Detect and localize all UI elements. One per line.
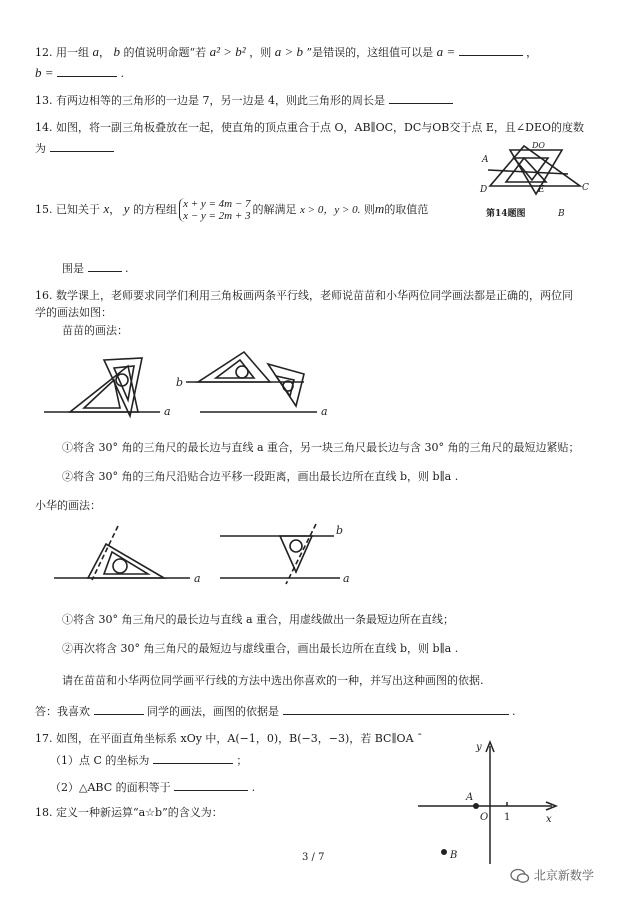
q17-number: 17.: [35, 732, 53, 745]
q13-answer-blank[interactable]: [389, 92, 453, 104]
q17-point-a: A: [466, 792, 474, 803]
q16-miaomiao-title: 苗苗的画法：: [62, 324, 128, 337]
q16-answer-a: 答：我喜欢: [35, 705, 90, 718]
q12-text-a: 用一组: [56, 46, 89, 59]
q17-axis-x: x: [546, 814, 552, 825]
page-number: 3 / 7: [302, 852, 325, 863]
q12-answer-a-label: a =: [436, 44, 456, 59]
q16-text-1: 数学课上，老师要求同学们利用三角板画两条平行线，老师说苗苗和小华两位同学画法都是正确的，两位同: [56, 289, 573, 302]
q16-xh-step2: ②再次将含 30° 角三角尺的最短边与虚线重合，画出最长边所在直线 b，则 b∥a .: [62, 642, 459, 655]
mm-label-a2: a: [321, 405, 328, 418]
q17-line1: [35, 732, 423, 746]
q18-line: [35, 806, 223, 820]
q15-text-a: 已知关于: [56, 203, 100, 216]
q12-text-b: 的值说明命题“若: [123, 46, 207, 59]
q15-end: .: [125, 262, 129, 275]
q16-basis-blank[interactable]: [283, 703, 509, 715]
q15-var-m: m: [374, 201, 385, 216]
q12-var-a: a: [92, 44, 99, 59]
q14-label-top: DO: [532, 141, 545, 150]
q17-sub2: [50, 779, 255, 795]
q14-label-c: C: [582, 183, 589, 193]
q12-text-d: ”是错误的，这组值可以是: [306, 46, 434, 59]
q14-line1: [35, 121, 584, 135]
mm-label-b: b: [176, 376, 184, 389]
q16-name-blank[interactable]: [94, 703, 144, 715]
q12-text-c: ，则: [249, 46, 272, 59]
q12-var-b: b: [113, 44, 120, 59]
q17-sub1-end: ；: [236, 754, 248, 767]
q16-xiaohua-title: 小华的画法：: [35, 499, 101, 512]
q14-label-a: A: [482, 155, 489, 165]
xh-label-a2: a: [343, 572, 350, 585]
q17-text: 如图，在平面直角坐标系 xOy 中，A(−1，0)，B(−3，−3)，若 BC∥OA: [56, 732, 414, 745]
q16-answer-end: .: [512, 705, 516, 718]
q13-number: 13.: [35, 94, 53, 107]
watermark-text: 北京新数学: [533, 868, 594, 883]
q15-eq2: x − y = 2m + 3: [183, 210, 251, 222]
q12-number: 12.: [35, 46, 53, 59]
q15-eq1: x + y = 4m − 7: [183, 198, 251, 210]
q15-var-x: x: [103, 201, 110, 216]
q14-caption: 第14题图: [486, 209, 526, 219]
q15-text-c: 的解满足: [252, 203, 297, 216]
q17-sub2-text: （2）△ABC 的面积等于: [50, 781, 171, 794]
miaomiao-figure: [42, 346, 342, 422]
q12-answer-b-blank[interactable]: [57, 65, 117, 77]
q14-label-b: B: [558, 209, 565, 219]
q17-area-blank[interactable]: [174, 779, 248, 791]
watermark: [510, 868, 594, 884]
q15-text-f: 围是: [62, 262, 84, 275]
q16-text-2: 学的画法如图：: [35, 306, 112, 319]
q15-line2: [62, 260, 129, 276]
q16-number: 16.: [35, 289, 53, 302]
q16-mm-step2: ②将含 30° 角的三角尺沿贴合边平移一段距离，画出最长边所在直线 b，则 b∥a .: [62, 470, 459, 483]
q14-text2: 为: [35, 142, 46, 155]
q14-answer-blank[interactable]: [50, 140, 114, 152]
q17-sub2-end: .: [251, 781, 256, 794]
q14-number: 14.: [35, 121, 53, 134]
q16-answer-line: [35, 703, 516, 719]
q12-condition: a² > b²: [209, 44, 246, 59]
q17-point-b: B: [450, 850, 458, 861]
q18-number: 18.: [35, 806, 53, 819]
q15-number: 15.: [35, 203, 53, 216]
q14-label-e: E: [538, 185, 545, 195]
q16-line1: [35, 289, 573, 303]
q12-answer-b-label: b =: [35, 65, 54, 80]
xh-label-b: b: [336, 524, 344, 537]
q17-tick-one: 1: [504, 812, 511, 823]
q14-label-d: D: [480, 185, 488, 195]
q17-tail: ¯: [417, 732, 423, 745]
q15-sep: ，: [109, 203, 121, 216]
q16-mm-step1: ①将含 30° 角的三角尺的最长边与直线 a 重合，另一块三角尺最长边与含 30° 角的三角尺的最短边紧贴；: [62, 441, 580, 454]
wechat-icon: [510, 868, 530, 884]
q15-condition: x > 0，y > 0.: [300, 204, 361, 216]
q17-sub1: [50, 752, 247, 768]
q17-sub1-text: （1）点 C 的坐标为: [50, 754, 150, 767]
q17-axis-y: y: [476, 742, 482, 753]
q14-line2: [35, 140, 114, 156]
q17-coordinate-figure: [414, 738, 558, 868]
q15-text-b: 的方程组: [133, 203, 178, 216]
q13-text: 有两边相等的三角形的一边是 7，另一边是 4，则此三角形的周长是: [56, 94, 385, 107]
q15-var-y: y: [123, 201, 130, 216]
q15-answer-blank[interactable]: [88, 260, 122, 272]
q18-text: 定义一种新运算“a☆b”的含义为：: [56, 806, 223, 819]
q16-xh-step1: ①将含 30° 角三角尺的最长边与直线 a 重合，用虚线做出一条最短边所在直线；: [62, 613, 455, 626]
q12-comma-2: ，: [526, 46, 538, 59]
q16-answer-b: 同学的画法，画图的依据是: [147, 705, 279, 718]
q15-equation-system: [179, 198, 250, 222]
q12-answer-a-blank[interactable]: [459, 44, 523, 56]
q12-comma: ，: [99, 46, 110, 59]
q14-text: 如图，将一副三角板叠放在一起，使直角的顶点重合于点 O，AB∥OC，DC与OB交于点 E，且∠DEO的度数: [56, 121, 585, 134]
xiaohua-figure: [52, 520, 352, 588]
q15-text-d: 则: [363, 203, 375, 216]
q17-origin: O: [480, 812, 489, 823]
q12-end: .: [120, 67, 125, 80]
q17-c-blank[interactable]: [153, 752, 233, 764]
xh-label-a1: a: [194, 572, 201, 585]
q12-line1: [35, 44, 537, 60]
q16-request: 请在苗苗和小华两位同学画平行线的方法中选出你喜欢的一种，并写出这种画图的依据.: [62, 674, 484, 687]
q14-figure: [476, 141, 589, 220]
q15-text-e: 的取值范: [384, 203, 429, 216]
mm-label-a1: a: [164, 405, 171, 418]
q12-line2: [35, 65, 124, 81]
q12-conclusion: a > b: [274, 44, 303, 59]
q15-line1: [35, 198, 428, 222]
q13-line: [35, 92, 453, 108]
